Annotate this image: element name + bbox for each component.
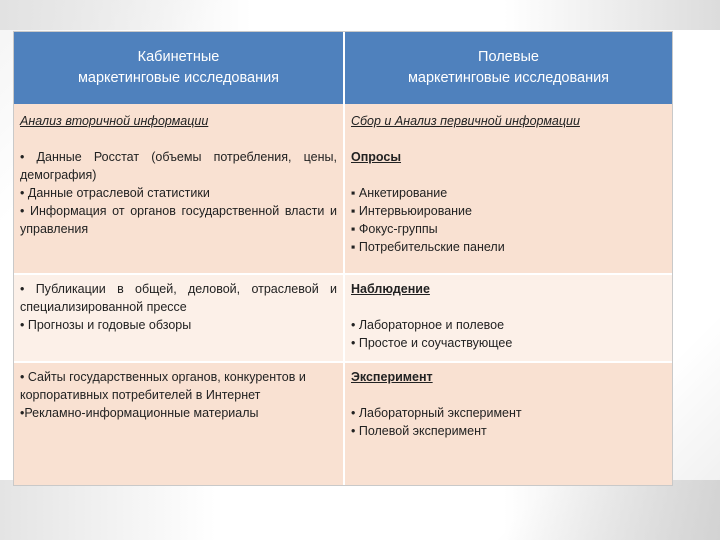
row2-right-cell bbox=[345, 274, 672, 362]
row2-left-cell bbox=[14, 274, 343, 362]
row1-right-cell bbox=[345, 104, 672, 274]
row3-left-cell bbox=[14, 362, 343, 485]
spacer bbox=[351, 166, 666, 184]
row3-left-item-1: • Сайты государственных органов, конкурентов и корпоративных потребителей в Интернет bbox=[20, 370, 306, 402]
row1-left-item-3: • Информация от органов государственной власти и управления bbox=[20, 204, 337, 236]
header-left-line-1: Кабинетные bbox=[137, 49, 220, 65]
header-field-research bbox=[345, 32, 672, 104]
row2-left-item-1: • Публикации в общей, деловой, отраслевой и специализированной прессе bbox=[20, 282, 337, 314]
row1-left-cell bbox=[14, 104, 343, 274]
header-right-line-1: Полевые bbox=[478, 49, 539, 65]
header-cabinet-research bbox=[14, 32, 343, 104]
column-divider bbox=[343, 32, 345, 485]
spacer bbox=[20, 130, 337, 148]
survey-item-focus-groups: ▪ Фокус-группы bbox=[351, 222, 438, 236]
experiment-item-2: • Полевой эксперимент bbox=[351, 424, 487, 438]
observation-subtitle: Наблюдение bbox=[351, 282, 430, 296]
observation-item-1: • Лабораторное и полевое bbox=[351, 318, 505, 332]
survey-item-consumer-panels: ▪ Потребительские панели bbox=[351, 240, 505, 254]
row3-left-item-2: •Рекламно-информационные материалы bbox=[20, 406, 259, 420]
header-left-line-2: маркетинговые исследования bbox=[77, 70, 280, 86]
row1-left-item-1: • Данные Росстат (объемы потребления, цены, демография) bbox=[20, 150, 337, 182]
row-divider-2 bbox=[14, 361, 672, 363]
comparison-table bbox=[13, 31, 673, 486]
row-divider-1 bbox=[14, 273, 672, 275]
experiment-item-1: • Лабораторный эксперимент bbox=[351, 406, 522, 420]
background-shade-top bbox=[0, 0, 720, 30]
row3-right-cell bbox=[345, 362, 672, 485]
observation-item-2: • Простое и соучаствующее bbox=[351, 336, 513, 350]
spacer bbox=[351, 130, 666, 148]
row2-left-item-2: • Прогнозы и годовые обзоры bbox=[20, 318, 192, 332]
primary-analysis-title: Сбор и Анализ первичной информации bbox=[351, 114, 580, 128]
row1-left-item-2: • Данные отраслевой статистики bbox=[20, 186, 210, 200]
background-shade-bottom bbox=[0, 480, 720, 540]
survey-item-questionnaire: ▪ Анкетирование bbox=[351, 186, 448, 200]
experiment-subtitle: Эксперимент bbox=[351, 370, 433, 384]
surveys-subtitle: Опросы bbox=[351, 150, 402, 164]
secondary-analysis-title: Анализ вторичной информации bbox=[20, 114, 209, 128]
spacer bbox=[351, 298, 666, 316]
spacer bbox=[351, 386, 666, 404]
header-right-line-2: маркетинговые исследования bbox=[407, 70, 610, 86]
survey-item-interview: ▪ Интервьюирование bbox=[351, 204, 472, 218]
